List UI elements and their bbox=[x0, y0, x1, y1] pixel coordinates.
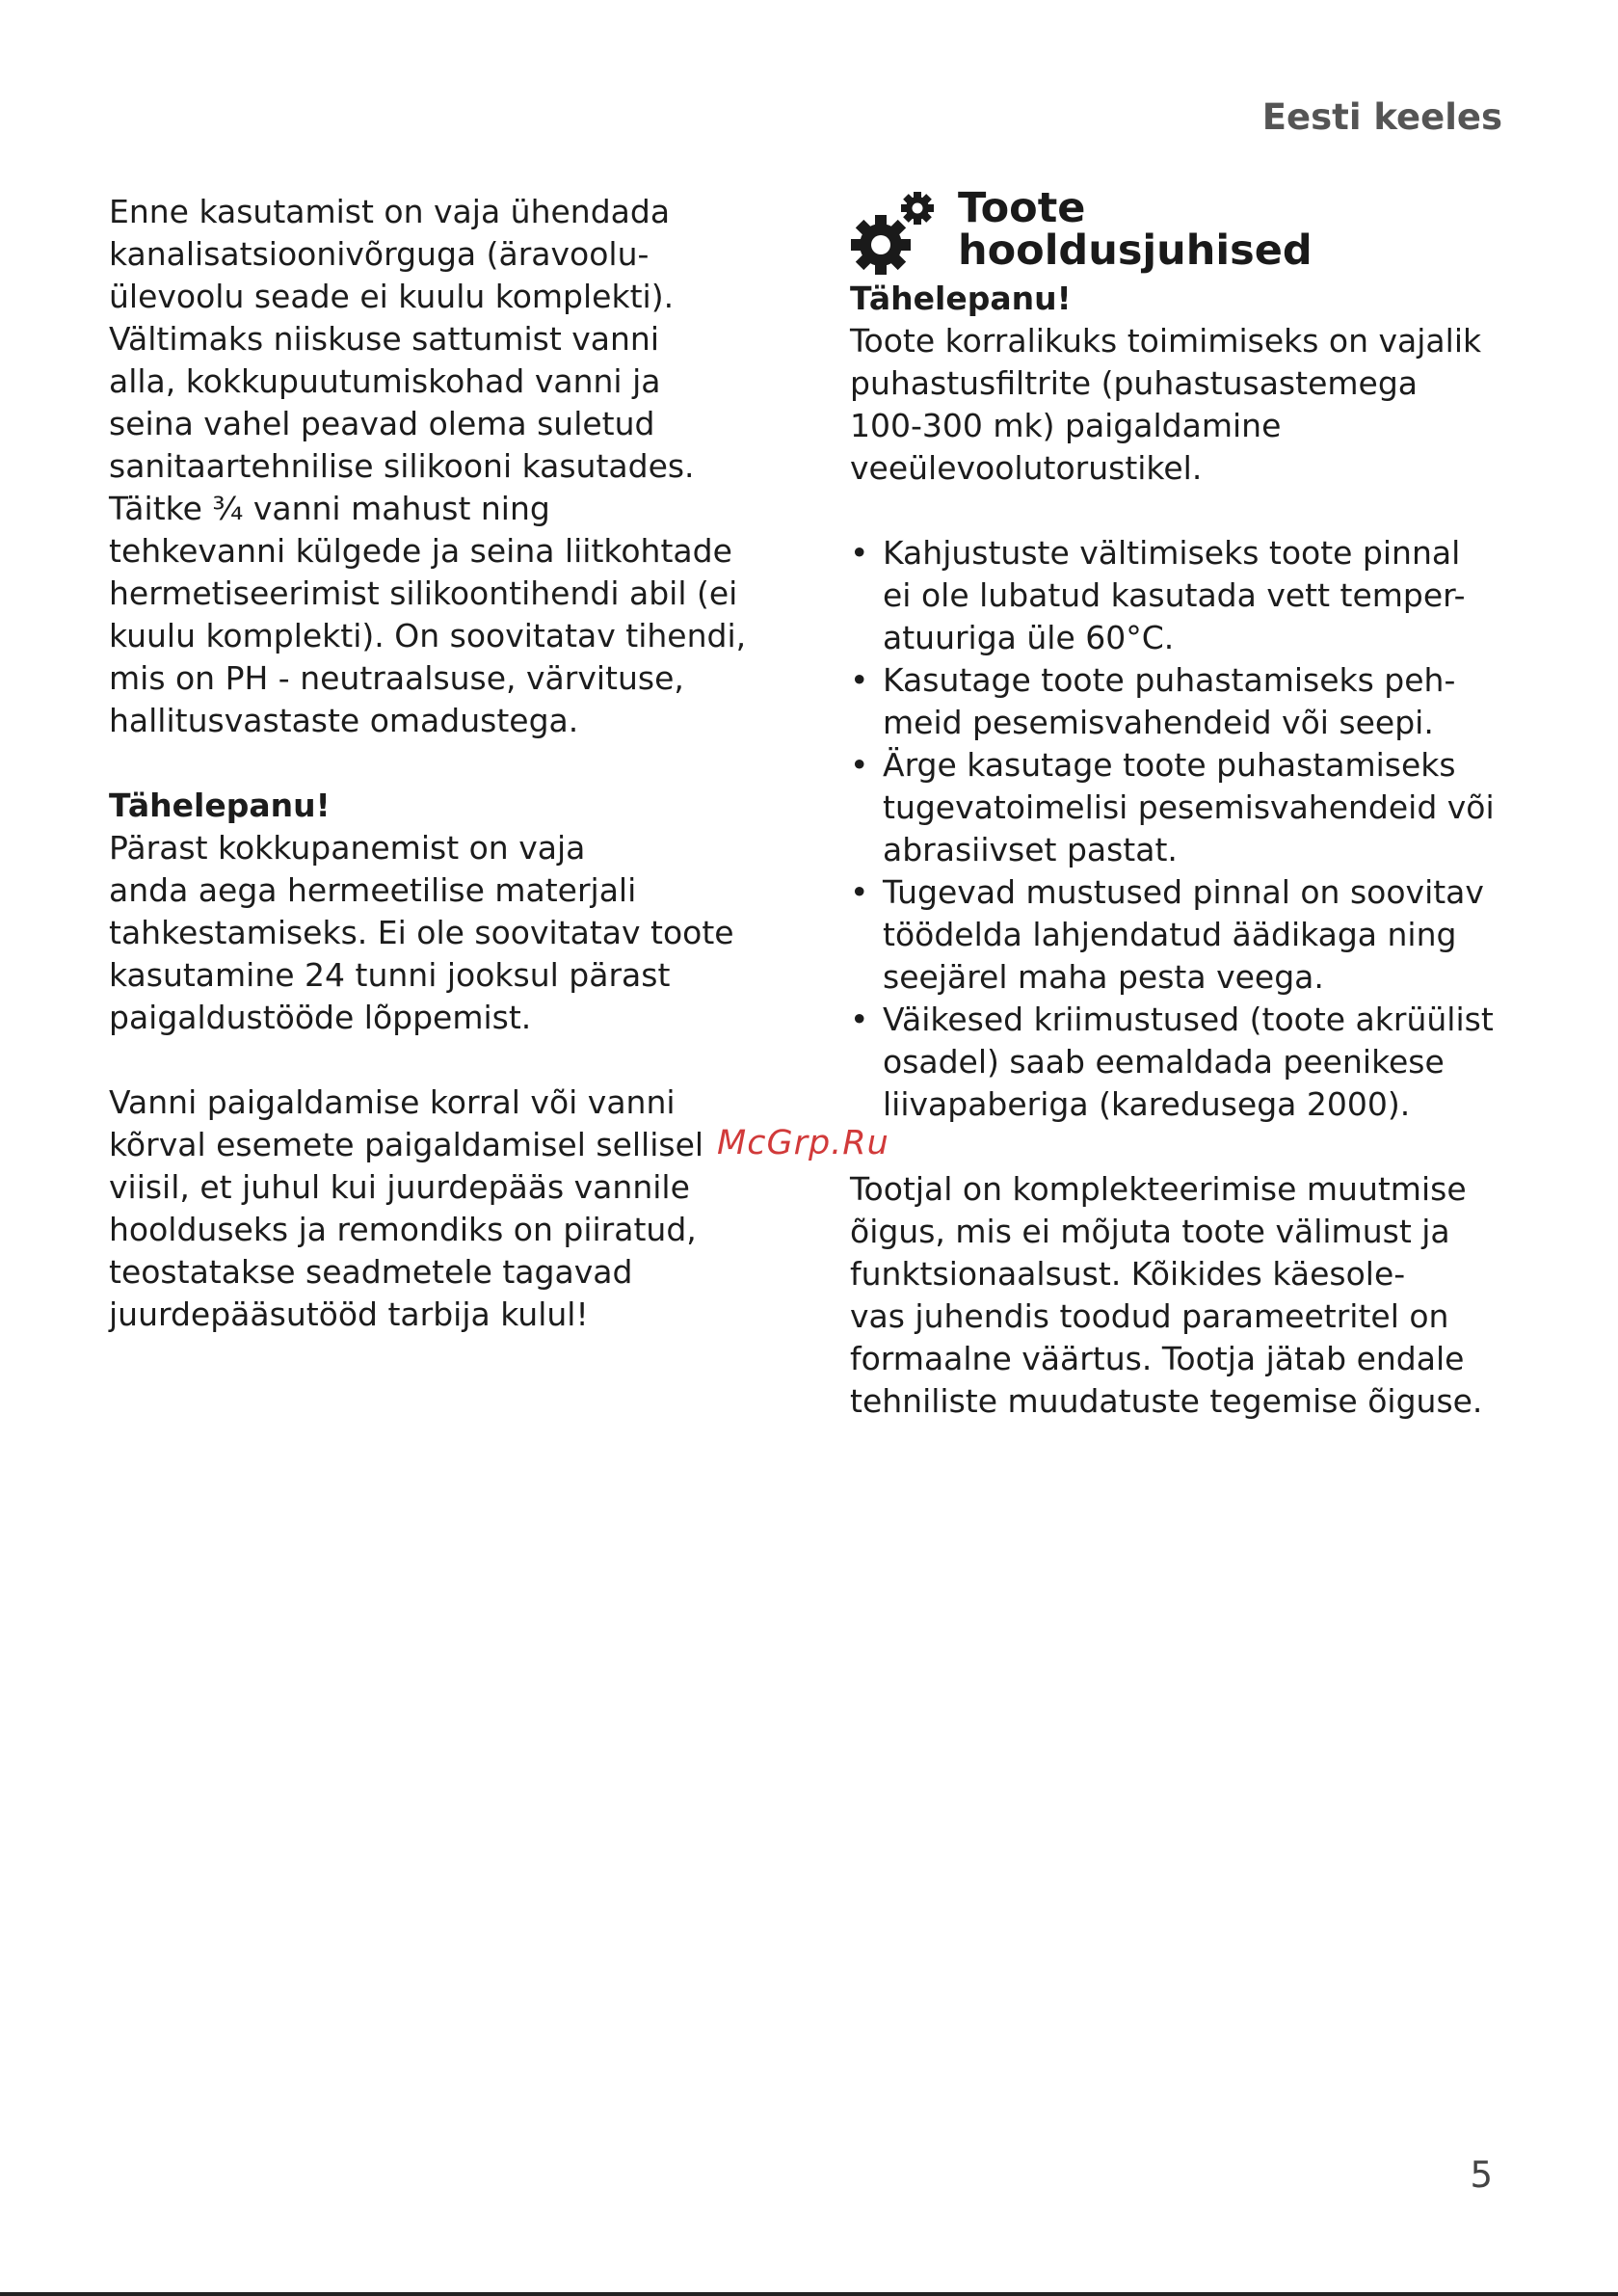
text-line: Väikesed kriimustused (toote akrüülist bbox=[883, 1001, 1494, 1038]
bullet-icon: • bbox=[850, 873, 869, 911]
text-line: formaalne väärtus. Tootja jätab endale bbox=[850, 1340, 1465, 1377]
text-line: meid pesemisvahendeid või seepi. bbox=[883, 704, 1434, 741]
watermark: McGrp.Ru bbox=[717, 1124, 889, 1162]
bullet-icon: • bbox=[850, 534, 869, 572]
text-line: hoolduseks ja remondiks on piiratud, bbox=[109, 1211, 697, 1248]
care-instructions-list bbox=[850, 532, 1515, 1126]
page-number: 5 bbox=[1470, 2154, 1493, 2196]
filter-paragraph bbox=[850, 320, 1515, 490]
text-line: teostatakse seadmetele tagavad bbox=[109, 1253, 633, 1291]
text-line: paigaldustööde lõppemist. bbox=[109, 999, 532, 1036]
gears-icon bbox=[850, 191, 939, 280]
text-line: vas juhendis toodud parameetritel on bbox=[850, 1297, 1449, 1335]
text-line: kasutamine 24 tunni jooksul pärast bbox=[109, 956, 671, 994]
intro-paragraph bbox=[109, 191, 774, 742]
text-line: Toote korralikuks toimimiseks on vajalik bbox=[850, 322, 1482, 360]
text-line: liivapaberiga (karedusega 2000). bbox=[883, 1085, 1411, 1123]
text-line: Täitke ¾ vanni mahust ning bbox=[109, 490, 550, 527]
left-column bbox=[109, 191, 774, 1336]
text-line: sanitaartehnilise silikooni kasutades. bbox=[109, 447, 695, 485]
language-label: Eesti keeles bbox=[1261, 96, 1502, 138]
text-line: ülevoolu seade ei kuulu komplekti). bbox=[109, 278, 675, 315]
section-title-line: Toote bbox=[958, 184, 1086, 232]
section-heading bbox=[850, 184, 1515, 278]
text-line: kanalisatsioonivõrguga (äravoolu- bbox=[109, 235, 650, 273]
text-line: Tugevad mustused pinnal on soovitav bbox=[883, 873, 1484, 911]
text-line: Kahjustuste vältimiseks toote pinnal bbox=[883, 534, 1461, 572]
text-line: Ärge kasutage toote puhastamiseks bbox=[883, 746, 1456, 784]
text-line: töödelda lahjendatud äädikaga ning bbox=[883, 916, 1457, 953]
manufacturer-notice bbox=[850, 1168, 1515, 1423]
text-line: abrasiivset pastat. bbox=[883, 831, 1178, 868]
text-line: hermetiseerimist silikoontihendi abil (ei bbox=[109, 574, 738, 612]
right-column bbox=[850, 184, 1515, 1423]
list-item bbox=[850, 999, 1515, 1126]
attention-title: Tähelepanu! bbox=[109, 787, 331, 824]
text-line: viisil, et juhul kui juurdepääs vannile bbox=[109, 1168, 690, 1206]
bullet-icon: • bbox=[850, 1001, 869, 1038]
bullet-icon: • bbox=[850, 746, 869, 784]
assembly-paragraph bbox=[109, 827, 774, 1039]
section-title bbox=[958, 184, 1313, 275]
text-line: Vanni paigaldamise korral või vanni bbox=[109, 1083, 676, 1121]
list-item bbox=[850, 744, 1515, 871]
text-line: seina vahel peavad olema suletud bbox=[109, 405, 655, 442]
text-line: tehkevanni külgede ja seina liitkohtade bbox=[109, 532, 732, 570]
text-line: seejärel maha pesta veega. bbox=[883, 958, 1324, 996]
attention-title: Tähelepanu! bbox=[850, 280, 1072, 317]
list-item bbox=[850, 532, 1515, 659]
text-line: anda aega hermeetilise materjali bbox=[109, 871, 637, 909]
text-line: tehniliste muudatuste tegemise õiguse. bbox=[850, 1382, 1483, 1420]
text-line: tahkestamiseks. Ei ole soovitatav toote bbox=[109, 914, 734, 951]
text-line: Kasutage toote puhastamiseks peh- bbox=[883, 661, 1456, 699]
text-line: atuuriga üle 60°C. bbox=[883, 619, 1175, 656]
text-line: Pärast kokkupanemist on vaja bbox=[109, 829, 586, 867]
text-line: puhastusfiltrite (puhastusastemega bbox=[850, 364, 1418, 402]
text-line: alla, kokkupuutumiskohad vanni ja bbox=[109, 362, 661, 400]
text-line: õigus, mis ei mõjuta toote välimust ja bbox=[850, 1213, 1450, 1250]
text-line: tugevatoimelisi pesemisvahendeid või bbox=[883, 788, 1495, 826]
text-line: Vältimaks niiskuse sattumist vanni bbox=[109, 320, 660, 358]
section-title-line: hooldusjuhised bbox=[958, 227, 1313, 275]
bottom-divider bbox=[0, 2292, 1618, 2296]
text-line: ei ole lubatud kasutada vett temper- bbox=[883, 576, 1466, 614]
text-line: hallitusvastaste omadustega. bbox=[109, 702, 579, 739]
text-line: funktsionaalsust. Kõikides käesole- bbox=[850, 1255, 1406, 1293]
text-line: kõrval esemete paigaldamisel sellisel bbox=[109, 1126, 704, 1163]
list-item bbox=[850, 871, 1515, 999]
text-line: osadel) saab eemaldada peenikese bbox=[883, 1043, 1445, 1081]
list-item bbox=[850, 659, 1515, 744]
installation-paragraph bbox=[109, 1081, 774, 1336]
text-line: mis on PH - neutraalsuse, värvituse, bbox=[109, 659, 684, 697]
text-line: Tootjal on komplekteerimise muutmise bbox=[850, 1170, 1467, 1208]
text-line: juurdepääsutööd tarbija kulul! bbox=[109, 1295, 589, 1333]
bullet-icon: • bbox=[850, 661, 869, 699]
text-line: Enne kasutamist on vaja ühendada bbox=[109, 193, 671, 230]
text-line: veeülevoolutorustikel. bbox=[850, 449, 1203, 487]
text-line: kuulu komplekti). On soovitatav tihendi, bbox=[109, 617, 747, 654]
text-line: 100-300 mk) paigaldamine bbox=[850, 407, 1282, 444]
